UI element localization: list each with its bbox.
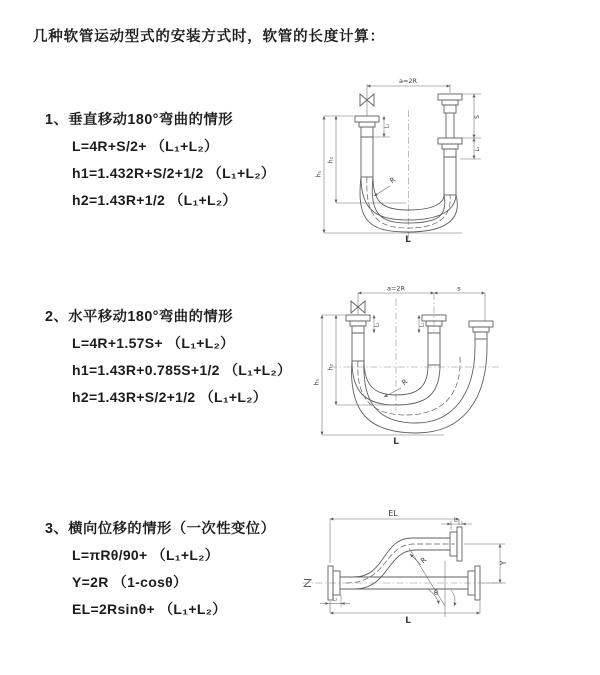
dimension-span (367, 77, 450, 93)
formula-line: L=πRθ/90+ （L₁+L₂） (72, 547, 220, 563)
dim-h1-label: h₁ (315, 170, 323, 178)
section-vertical-movement (45, 109, 275, 217)
length-label: L (393, 437, 399, 447)
formula-line: L=4R+1.57S+ （L₁+L₂） (72, 335, 235, 351)
dim-s-label: s (457, 285, 461, 293)
dim-h2-label: h₂ (327, 363, 335, 371)
section-number: 3、 (45, 521, 69, 537)
page-title: 几种软管运动型式的安装方式时，软管的长度计算： (33, 29, 385, 45)
moved-end-fitting (469, 321, 493, 343)
formula-line: h2=1.43R+1/2 （L₁+L₂） (72, 192, 237, 208)
dimension-l1 (374, 315, 381, 333)
section-heading-text: 横向位移的情形（一次性变位） (68, 521, 276, 537)
dimension-el (330, 509, 459, 566)
formula-line: h1=1.432R+S/2+1/2 （L₁+L₂） (72, 165, 276, 181)
valve-icon (360, 84, 374, 116)
section-heading (45, 306, 291, 333)
dimension-stroke-s (458, 94, 481, 159)
dim-s-label: S (474, 115, 481, 119)
hose-curves (352, 343, 487, 433)
diagram-lateral-displacement (298, 505, 513, 635)
section-heading-text: 水平移动180°弯曲的情形 (68, 309, 233, 325)
diagram-horizontal-180-bend (312, 285, 512, 450)
right-end-fitting (438, 94, 462, 195)
length-label: L (405, 616, 411, 626)
dim-h2-label: h₂ (327, 156, 335, 164)
dimension-l1 (373, 116, 391, 137)
section-heading (45, 109, 275, 136)
valve-icon (351, 293, 365, 315)
radius-label: R (419, 555, 429, 566)
dimension-l2 (320, 595, 350, 607)
dimension-l1 (441, 518, 472, 531)
dimension-span (358, 285, 485, 293)
radius-callout (374, 176, 397, 196)
hose-s-curve (346, 538, 455, 589)
formula-line: h1=1.43R+0.785S+1/2 （L₁+L₂） (72, 362, 292, 378)
dim-l2-label: L₂ (419, 322, 426, 328)
centerline (327, 293, 502, 410)
dim-l1-label: L₁ (374, 322, 381, 328)
diagram-vertical-180-bend (310, 70, 510, 255)
dimension-y (464, 544, 508, 583)
section-lateral-displacement (45, 518, 275, 626)
dim-y-label: Y (499, 560, 508, 566)
dim-h1-label: h₁ (313, 378, 321, 386)
formula-line: EL=2Rsinθ+ （L₁+L₂） (72, 601, 227, 617)
section-heading-text: 垂直移动180°弯曲的情形 (68, 112, 233, 128)
radius-callout (410, 554, 428, 565)
dimension-length (330, 601, 480, 626)
radius-label: R (400, 377, 410, 388)
dim-l1-label: L₁ (454, 517, 459, 524)
dim-l2-label: L₂ (332, 596, 338, 603)
radius-label: R (388, 175, 398, 186)
dim-el-label: EL (388, 509, 398, 518)
length-label: L (405, 235, 411, 245)
left-end-fitting (346, 315, 370, 361)
section-horizontal-movement (45, 306, 291, 414)
dim-l2-label: L₂ (475, 146, 481, 152)
dim-span-label: a=2R (398, 77, 418, 85)
formula-line: h2=1.43R+S/2+1/2 （L₁+L₂） (72, 389, 268, 405)
angle-construction (409, 548, 455, 617)
dimension-heights (314, 315, 445, 435)
dim-span-label: a=2R (386, 285, 406, 293)
section-number: 2、 (45, 309, 69, 325)
angle-theta-label: θ (433, 589, 439, 597)
section-heading (45, 518, 275, 545)
section-number: 1、 (45, 112, 69, 128)
dim-l1-label: L₁ (384, 123, 391, 129)
formula-line: L=4R+S/2+ （L₁+L₂） (72, 138, 219, 154)
formula-line: Y=2R （1-cosθ） (72, 574, 188, 590)
left-end-fitting (355, 116, 379, 177)
